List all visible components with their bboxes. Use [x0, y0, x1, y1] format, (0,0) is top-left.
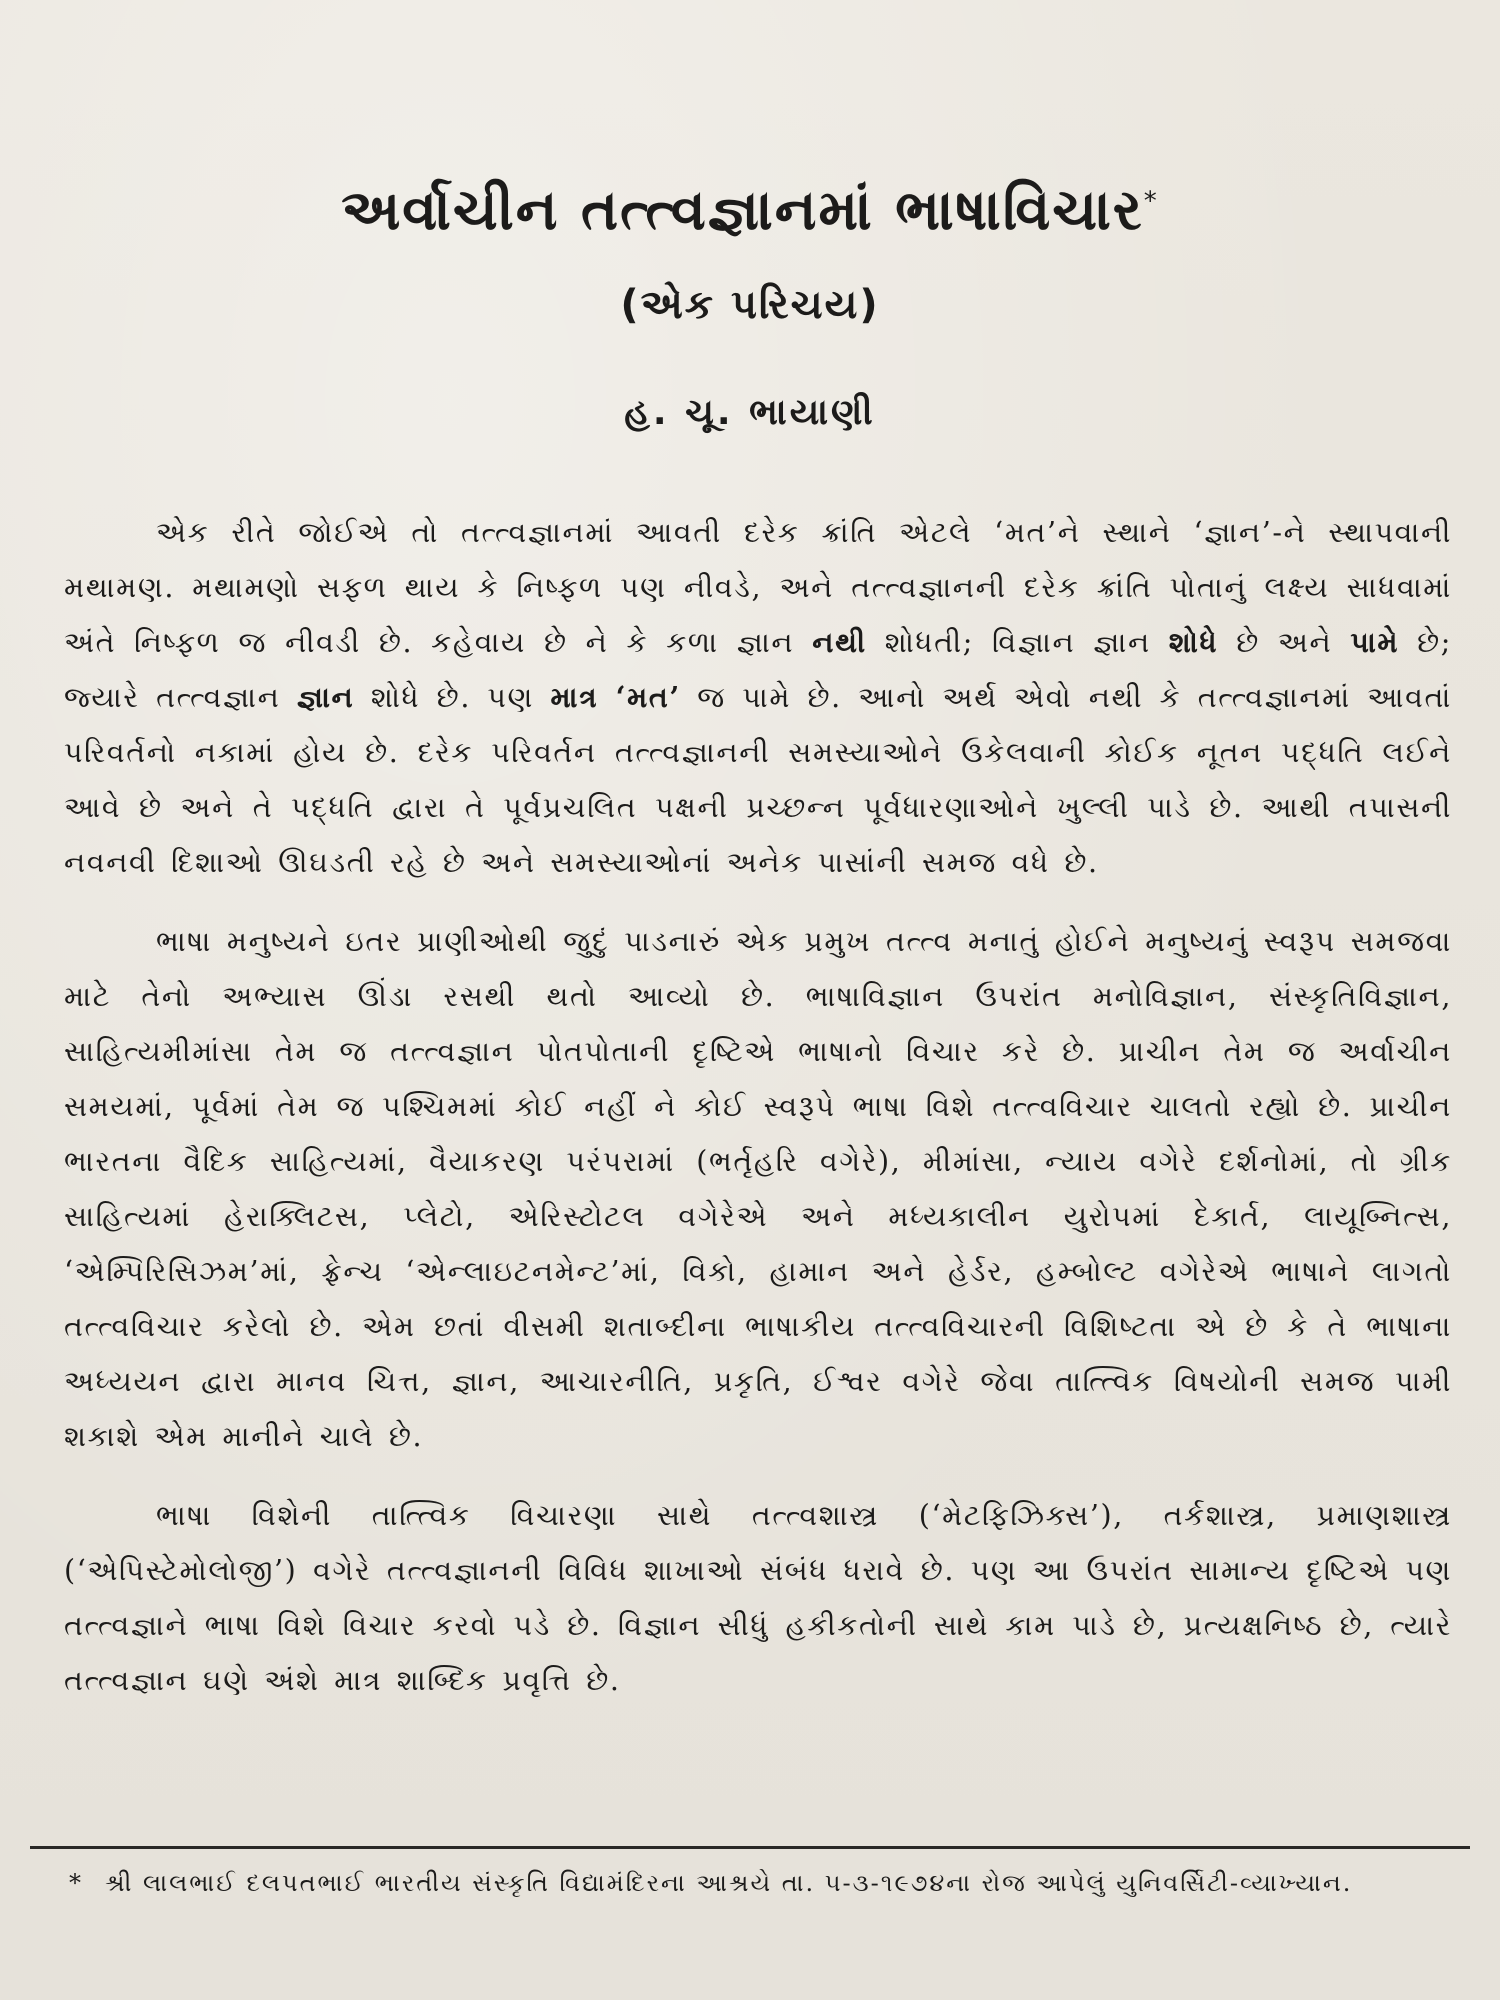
- text-segment: જ પામે છે. આનો અર્થ એવો નથી કે તત્ત્વજ્ઞાનમાં આવતાં પરિવર્તનો નકામાં હોય છે. દરેક પરિવર્તન તત્ત્વજ્ઞાનની સમસ્યાઓને ઉકેલવાની કોઈક નૂતન પદ્ધતિ લઈને આવે છે અને તે પદ્ધતિ દ્વારા તે પૂર્વપ્રચલિત પક્ષની પ્રચ્છન્ન પૂર્વધારણાઓને ખુલ્લી પાડે છે. આથી તપાસની નવનવી દિશાઓ ઊઘડતી રહે છે અને સમસ્યાઓનાં અનેક પાસાંની સમજ વધે છે.: [64, 681, 1452, 879]
- article-body: [64, 505, 1452, 1732]
- bold-segment: માત્ર ‘મત’: [550, 680, 681, 714]
- paragraph-3: [64, 1488, 1452, 1708]
- text-segment: ભાષા મનુષ્યને ઇતર પ્રાણીઓથી જુદું પાડનારું એક પ્રમુખ તત્ત્વ મનાતું હોઈને મનુષ્યનું સ્વરૂપ સમજવા માટે તેનો અભ્યાસ ઊંડા રસથી થતો આવ્યો છે. ભાષાવિજ્ઞાન ઉપરાંત મનોવિજ્ઞાન, સંસ્કૃતિવિજ્ઞાન, સાહિત્યમીમાંસા તેમ જ તત્ત્વજ્ઞાન પોતપોતાની દૃષ્ટિએ ભાષાનો વિચાર કરે છે. પ્રાચીન તેમ જ અર્વાચીન સમયમાં, પૂર્વમાં તેમ જ પશ્ચિમમાં કોઈ નહીં ને કોઈ સ્વરૂપે ભાષા વિશે તત્ત્વવિચાર ચાલતો રહ્યો છે. પ્રાચીન ભારતના વૈદિક સાહિત્યમાં, વૈયાકરણ પરંપરામાં (ભર્તૃહરિ વગેરે), મીમાંસા, ન્યાય વગેરે દર્શનોમાં, તો ગ્રીક સાહિત્યમાં હેરાક્લિટસ, પ્લેટો, એરિસ્ટોટલ વગેરેએ અને મધ્યકાલીન યુરોપમાં દેકાર્ત, લાયૂબ્નિત્સ, ‘એમ્પિરિસિઝમ’માં, ફ્રેન્ચ ‘એન્લાઇટનમેન્ટ’માં, વિકો, હામાન અને હેર્ડર, હમ્બોલ્ટ વગેરેએ ભાષાને લાગતો તત્ત્વવિચાર કરેલો છે. એમ છતાં વીસમી શતાબ્દીના ભાષાકીય તત્ત્વવિચારની વિશિષ્ટતા એ છે કે તે ભાષાના અધ્યયન દ્વારા માનવ ચિત્ત, જ્ઞાન, આચારનીતિ, પ્રકૃતિ, ઈશ્વર વગેરે જેવા તાત્ત્વિક વિષયોની સમજ પામી શકાશે એમ માનીને ચાલે છે.: [64, 925, 1452, 1453]
- footnote: [69, 1858, 1485, 1908]
- footnote-marker: *: [1143, 186, 1159, 217]
- paragraph-2: [64, 914, 1452, 1464]
- article-title: [0, 178, 1500, 244]
- footnote-text: શ્રી લાલભાઈ દલપતભાઈ ભારતીય સંસ્કૃતિ વિદ્યામંદિરના આશ્રયે તા. ૫-૩-૧૯૭૪ના રોજ આપેલું યુનિવર્સિટી-વ્યાખ્યાન.: [105, 1869, 1353, 1897]
- author-name: હ. ચૂ. ભાયાણી: [624, 392, 876, 433]
- text-segment: શોધતી; વિજ્ઞાન જ્ઞાન: [866, 626, 1169, 659]
- paragraph-1: [64, 505, 1452, 890]
- bold-segment: નથી: [812, 625, 867, 659]
- bold-segment: પામે: [1350, 625, 1400, 659]
- footnote-divider: [30, 1846, 1470, 1849]
- text-segment: છે; જ્યારે તત્ત્વજ્ઞાન: [64, 626, 1452, 714]
- article-title-text: અર્વાચીન તત્ત્વજ્ઞાનમાં ભાષાવિચાર: [341, 178, 1144, 243]
- article-subtitle: (એક પરિચય): [620, 282, 880, 328]
- text-segment: ભાષા વિશેની તાત્ત્વિક વિચારણા સાથે તત્ત્વશાસ્ત્ર (‘મેટફિઝિક્સ’), તર્કશાસ્ત્ર, પ્રમાણશાસ્ત્ર (‘એપિસ્ટેમોલોજી’) વગેરે તત્ત્વજ્ઞાનની વિવિધ શાખાઓ સંબંધ ધરાવે છે. પણ આ ઉપરાંત સામાન્ય દૃષ્ટિએ પણ તત્ત્વજ્ઞાને ભાષા વિશે વિચાર કરવો પડે છે. વિજ્ઞાન સીધું હકીકતોની સાથે કામ પાડે છે, પ્રત્યક્ષનિષ્ઠ છે, ત્યારે તત્ત્વજ્ઞાન ઘણે અંશે માત્ર શાબ્દિક પ્રવૃત્તિ છે.: [64, 1499, 1452, 1697]
- bold-segment: જ્ઞાન: [296, 680, 355, 714]
- text-segment: એક રીતે જોઈએ તો તત્ત્વજ્ઞાનમાં આવતી દરેક ક્રાંતિ એટલે ‘મત’ને સ્થાને ‘જ્ઞાન’-ને સ્થાપવાની મથામણ. મથામણો સફળ થાય કે નિષ્ફળ પણ નીવડે, અને તત્ત્વજ્ઞાનની દરેક ક્રાંતિ પોતાનું લક્ષ્ય સાધવામાં અંતે નિષ્ફળ જ નીવડી છે. કહેવાય છે ને કે કળા જ્ઞાન: [64, 516, 1452, 659]
- bold-segment: શોધે: [1168, 625, 1219, 659]
- footnote-star: *: [69, 1869, 83, 1897]
- text-segment: શોધે છે. પણ: [354, 681, 551, 714]
- text-segment: છે અને: [1218, 626, 1351, 659]
